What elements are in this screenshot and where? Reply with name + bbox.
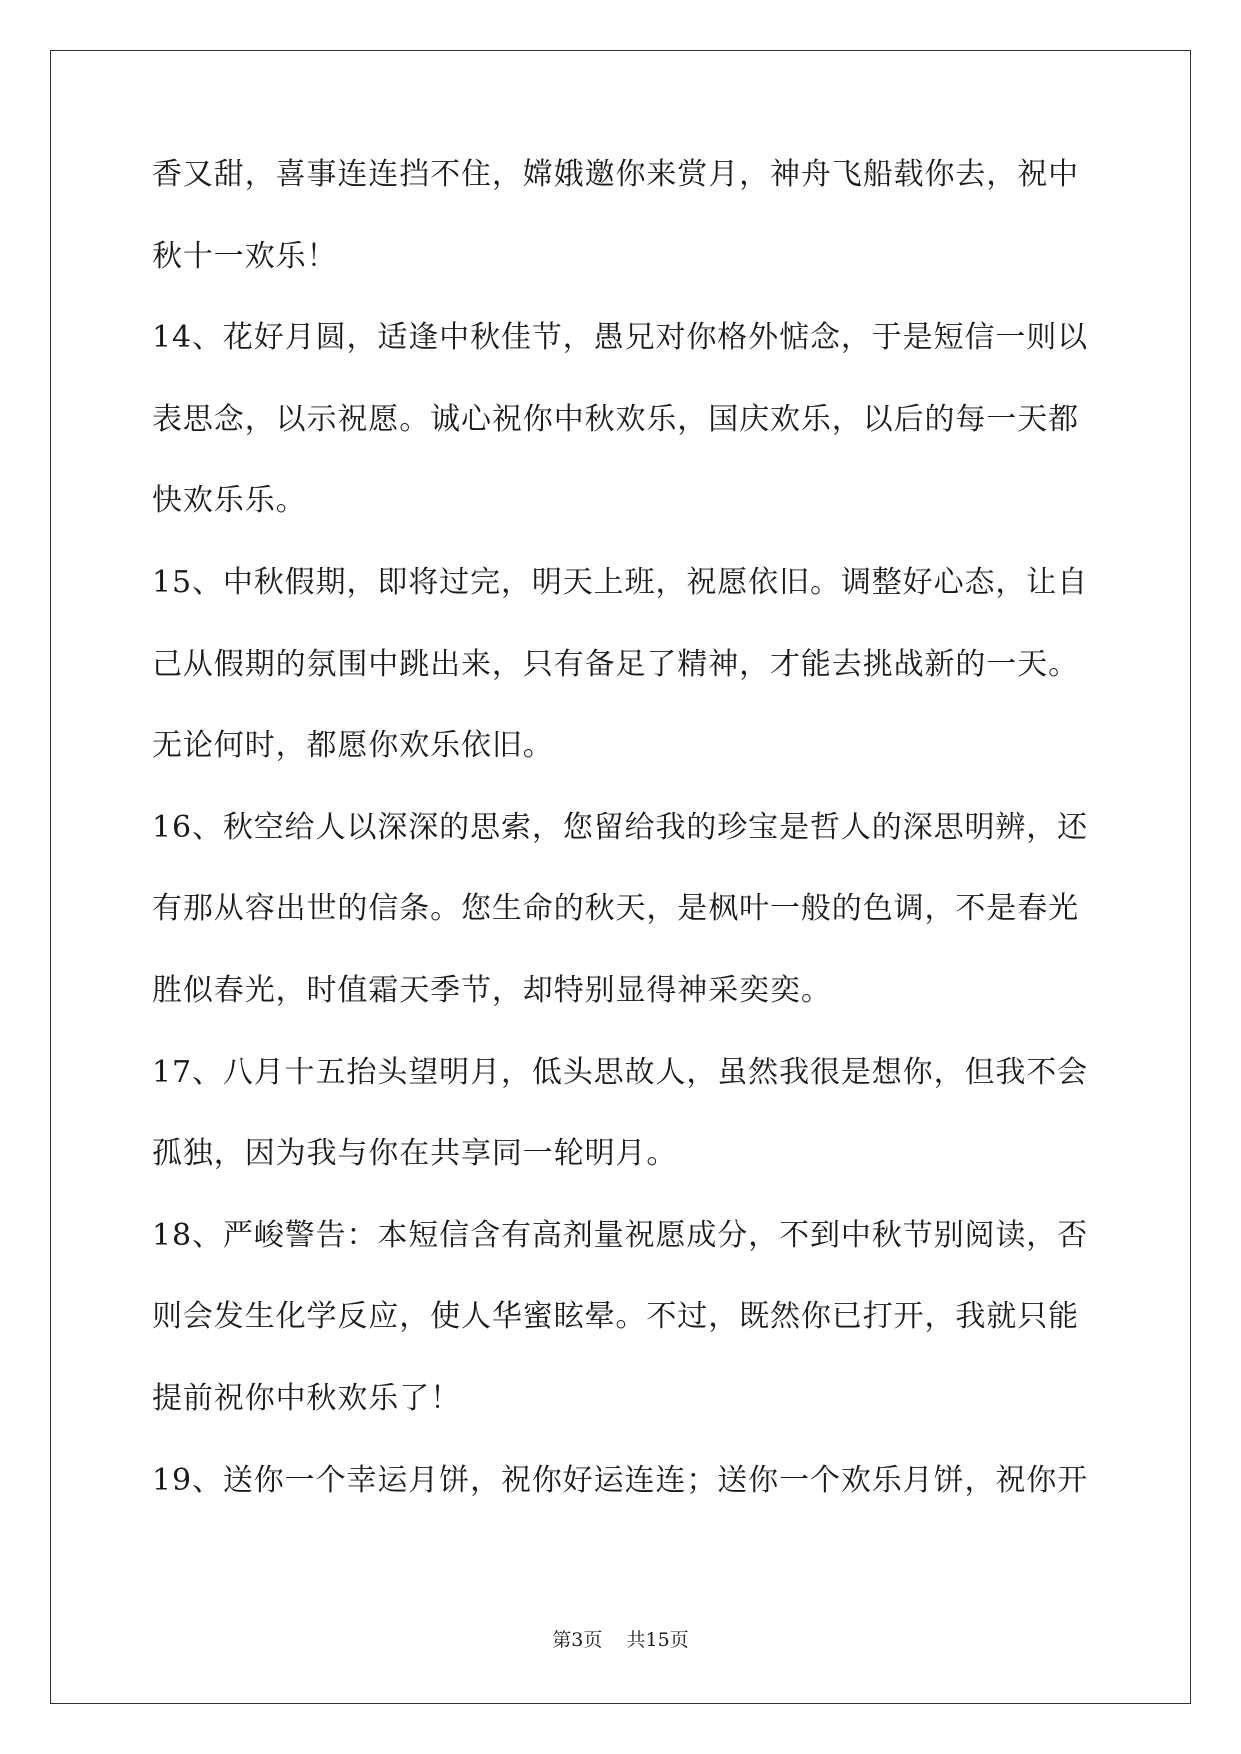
text-line: 则会发生化学反应，使人华蜜眩晕。不过，既然你已打开，我就只能 bbox=[152, 1299, 1079, 1335]
text-line: 14、花好月圆，适逢中秋佳节，愚兄对你格外惦念，于是短信一则以 bbox=[152, 320, 1089, 356]
text-line: 有那从容出世的信条。您生命的秋天，是枫叶一般的色调，不是春光 bbox=[152, 891, 1079, 927]
text-line: 秋十一欢乐！ bbox=[152, 238, 338, 274]
text-line: 提前祝你中秋欢乐了！ bbox=[152, 1380, 461, 1416]
document-body bbox=[152, 157, 1092, 1547]
text-line: 己从假期的氛围中跳出来，只有备足了精神，才能去挑战新的一天。 bbox=[152, 646, 1079, 682]
text-line: 孤独，因为我与你在共享同一轮明月。 bbox=[152, 1136, 678, 1172]
text-line: 快欢乐乐。 bbox=[152, 483, 307, 519]
text-line: 19、送你一个幸运月饼，祝你好运连连；送你一个欢乐月饼，祝你开 bbox=[152, 1462, 1089, 1498]
text-line: 18、严峻警告：本短信含有高剂量祝愿成分，不到中秋节别阅读，否 bbox=[152, 1217, 1089, 1253]
text-line: 香又甜，喜事连连挡不住，嫦娥邀你来赏月，神舟飞船载你去，祝中 bbox=[152, 157, 1079, 192]
text-line: 表思念，以示祝愿。诚心祝你中秋欢乐，国庆欢乐，以后的每一天都 bbox=[152, 401, 1079, 437]
page-footer bbox=[0, 1625, 1241, 1652]
text-line: 15、中秋假期，即将过完，明天上班，祝愿依旧。调整好心态，让自 bbox=[152, 564, 1089, 600]
text-line: 胜似春光，时值霜天季节，却特别显得神采奕奕。 bbox=[152, 972, 832, 1008]
text-line: 17、八月十五抬头望明月，低头思故人，虽然我很是想你，但我不会 bbox=[152, 1054, 1089, 1090]
page-number: 第3页 bbox=[552, 1629, 603, 1651]
text-line: 16、秋空给人以深深的思索，您留给我的珍宝是哲人的深思明辨，还 bbox=[152, 809, 1089, 845]
page-total: 共15页 bbox=[626, 1629, 689, 1651]
text-line: 无论何时，都愿你欢乐依旧。 bbox=[152, 728, 554, 764]
